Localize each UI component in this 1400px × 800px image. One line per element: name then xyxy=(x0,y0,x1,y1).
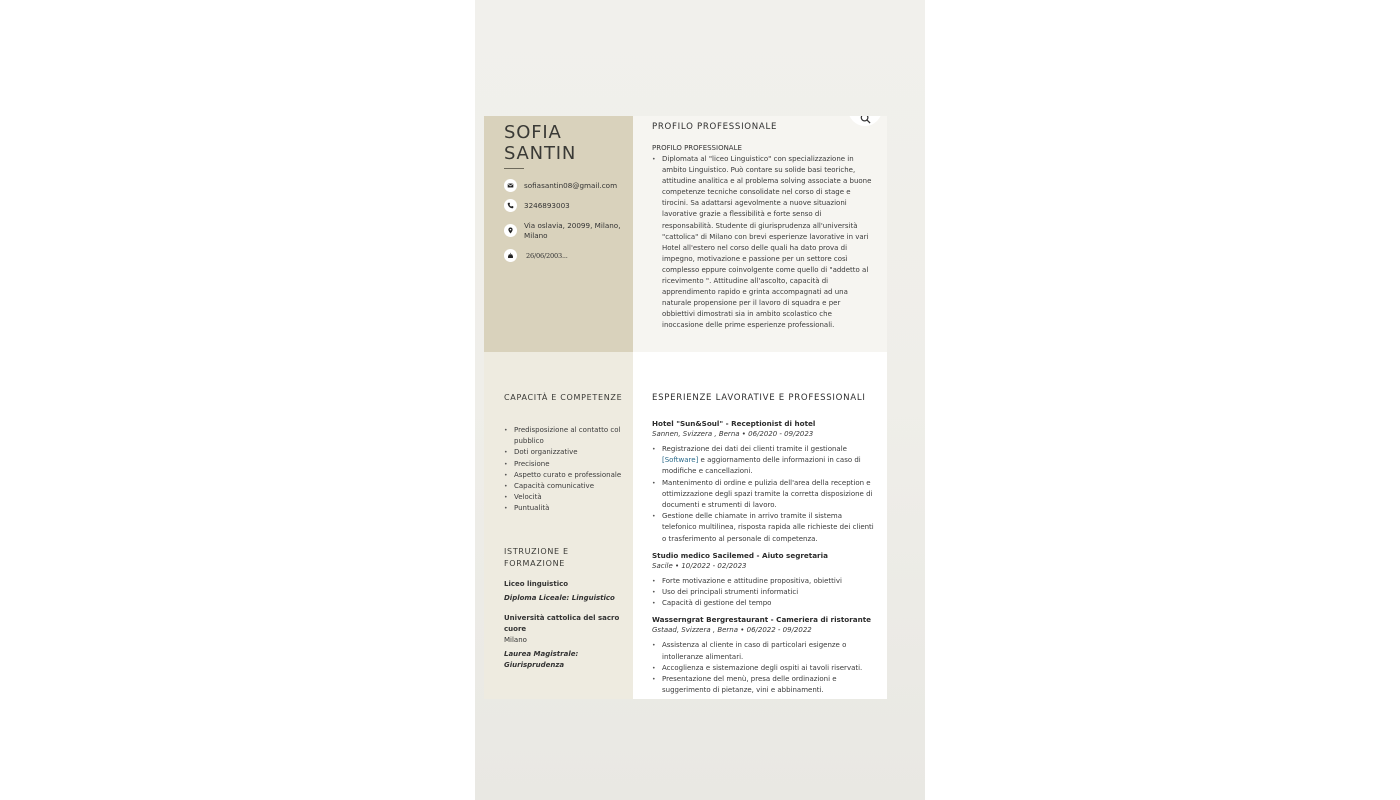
skill-item: • Precisione xyxy=(504,459,624,470)
experience-section xyxy=(652,418,876,699)
job-meta: Gstaad, Svizzera , Berna • 06/2022 - 09/2022 xyxy=(652,626,812,635)
resume-page xyxy=(484,116,887,699)
job-entry xyxy=(652,418,876,545)
job-entry xyxy=(652,550,876,610)
profile-section xyxy=(652,143,874,332)
job-bullet: • Gestione delle chiamate in arrivo tramite il sistema telefonico multilinea, risposta rapida alle richieste dei clienti o trasferimento al personale di competenza. xyxy=(652,511,876,545)
skill-item: • Doti organizzative xyxy=(504,447,624,458)
job-bullet: • Assistenza al cliente in caso di particolari esigenze o intolleranze alimentari. xyxy=(652,640,876,662)
job-bullet-text: e aggiornamento delle informazioni in caso di modifiche e cancellazioni. xyxy=(662,456,861,476)
skills-section xyxy=(504,425,624,515)
job-bullet: • Presentazione del menù, presa delle ordinazioni e suggerimento di pietanze, vini e abbinamenti. xyxy=(652,674,876,696)
job-title: Studio medico Sacilemed - Aiuto segretaria xyxy=(652,550,828,560)
job-bullet: • Uso dei principali strumenti informatici xyxy=(652,587,876,598)
candidate-name xyxy=(504,122,576,164)
education-heading: ISTRUZIONE E FORMAZIONE xyxy=(504,547,569,568)
contact-address xyxy=(504,219,626,241)
job-bullet: • Forte motivazione e attitudine propositiva, obiettivi xyxy=(652,576,876,587)
job-bullet: • Accoglienza e sistemazione degli ospiti ai tavoli riservati. xyxy=(652,663,876,674)
job-entry xyxy=(652,614,876,696)
contact-email xyxy=(504,179,617,192)
address-text: Via oslavia, 20099, Milano, Milano xyxy=(524,220,621,240)
education-school: Liceo linguistico xyxy=(504,580,569,588)
skill-item: • Capacità comunicative xyxy=(504,481,624,492)
birthdate-text: 26/06/2003... xyxy=(526,251,568,260)
job-bullet: • Capacità di gestione del tempo xyxy=(652,598,876,609)
education-city: Milano xyxy=(504,636,527,644)
phone-text: 3246893003 xyxy=(524,200,570,210)
profile-subheading: PROFILO PROFESSIONALE xyxy=(652,144,742,152)
education-entry xyxy=(504,613,624,671)
skill-item: • Predisposizione al contatto col pubblico xyxy=(504,425,624,447)
job-meta: Sacile • 10/2022 - 02/2023 xyxy=(652,561,747,570)
profile-text: • Diplomata al "liceo Linguistico" con specializzazione in ambito Linguistico. Può contare su solide basi teoriche, attitudine analitica e al problema solving associate a buone competenze tecniche consolidate nel corso di stage e tirocini. Sa adattarsi agevolmente a nuove situazioni lavorative grazie a flessibilità e forte senso di responsabilità. Studente di giurisprudenza all'università "cattolica" di Milano con brevi esperienze lavorative in vari Hotel all'estero nel corso delle quali ha dato prova di impegno, motivazione e passione per un settore così complesso eppure coinvolgente come quello di "addetto al ricevimento ". Attitudine all'ascolto, capacità di apprendimento rapido e grinta accompagnati ad una naturale propensione per il lavoro di squadra e per obbiettivi dimostrati sia in ambito scolastico che inoccasione delle prime esperienze professionali. xyxy=(652,154,874,332)
education-degree: Diploma Liceale: Linguistico xyxy=(504,594,615,602)
job-title: Hotel "Sun&Soul" - Receptionist di hotel xyxy=(652,419,816,428)
job-bullet: • Mantenimento di ordine e pulizia dell'area della reception e ottimizzazione degli spazi tramite la corretta disposizione di documenti e strumenti di lavoro. xyxy=(652,478,876,512)
magnifier-icon xyxy=(860,116,871,124)
skill-item: • Puntualità xyxy=(504,503,624,514)
job-bullet-text: Registrazione dei dati dei clienti tramite il gestionale xyxy=(662,445,847,453)
profile-heading: PROFILO PROFESSIONALE xyxy=(652,122,778,132)
name-first: SOFIA xyxy=(504,122,562,143)
experience-heading: ESPERIENZE LAVORATIVE E PROFESSIONALI xyxy=(652,393,866,403)
name-divider xyxy=(504,168,524,169)
job-bullet xyxy=(652,444,876,478)
contact-birthdate xyxy=(504,249,568,262)
education-school: Università cattolica del sacro cuore xyxy=(504,614,620,633)
skill-item: • Aspetto curato e professionale xyxy=(504,470,624,481)
name-last: SANTIN xyxy=(504,143,577,164)
education-entry xyxy=(504,579,624,604)
skills-heading: CAPACITÀ E COMPETENZE xyxy=(504,393,623,402)
phone-icon xyxy=(504,199,517,212)
contact-phone xyxy=(504,199,570,212)
email-icon xyxy=(504,179,517,192)
education-degree: Laurea Magistrale: Giurisprudenza xyxy=(504,650,579,669)
birthday-cake-icon xyxy=(504,249,517,262)
skill-item: • Velocità xyxy=(504,492,624,503)
location-pin-icon xyxy=(504,224,517,237)
job-title: Wasserngrat Bergrestaurant - Cameriera di ristorante xyxy=(652,615,872,625)
software-link[interactable]: [Software] xyxy=(662,456,699,465)
job-meta: Sannen, Svizzera , Berna • 06/2020 - 09/2023 xyxy=(652,430,814,438)
email-text[interactable]: sofiasantin08@gmail.com xyxy=(524,180,618,190)
